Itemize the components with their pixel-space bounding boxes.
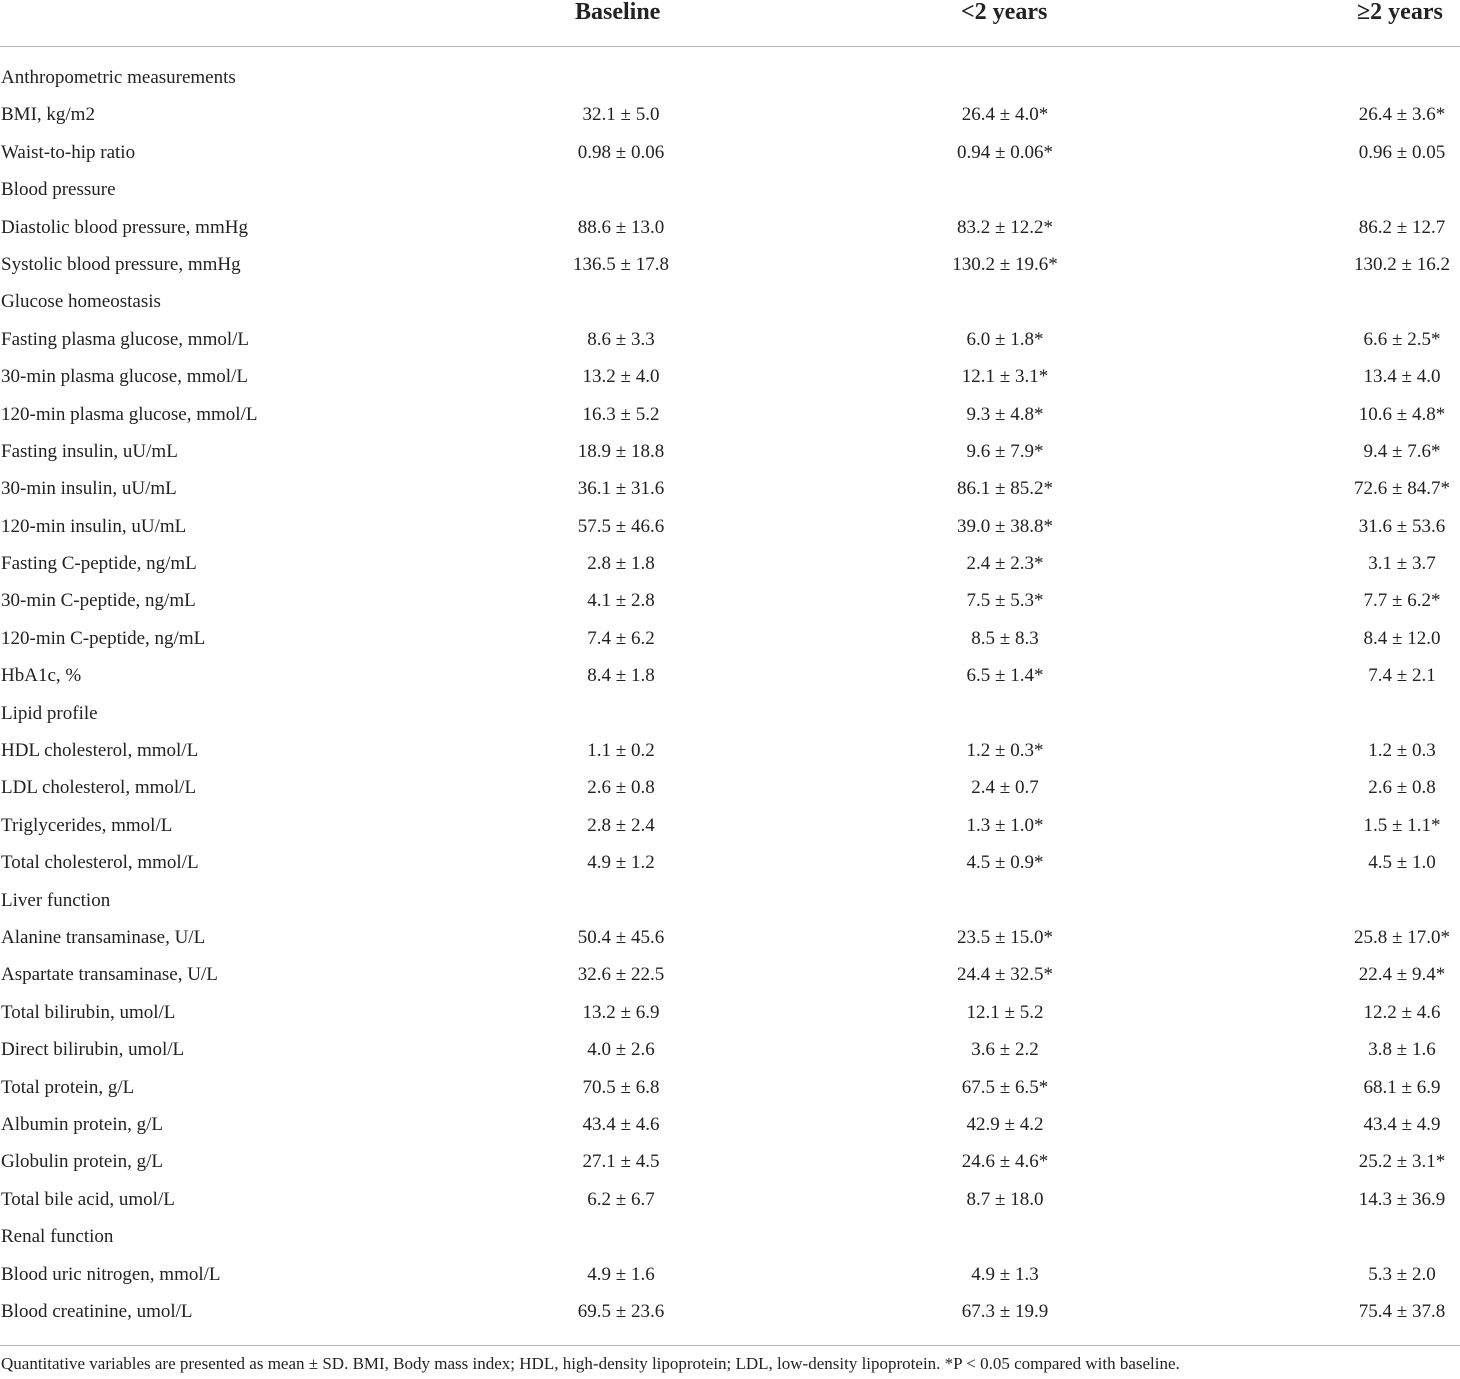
table-row — [0, 956, 1460, 993]
table-row — [0, 1069, 1460, 1106]
baseline-value: 8.4 ± 1.8 — [587, 665, 655, 687]
baseline-value: 2.8 ± 2.4 — [587, 814, 655, 836]
section-label: Renal function — [1, 1226, 114, 1248]
row-label: Alanine transaminase, U/L — [1, 926, 206, 948]
less-than-2-years-value: 1.3 ± 1.0* — [966, 814, 1044, 836]
2-years-or-more-value: 68.1 ± 6.9 — [1363, 1076, 1441, 1098]
2-years-or-more-value: 4.5 ± 1.0 — [1368, 852, 1436, 874]
row-label: Blood uric nitrogen, mmol/L — [1, 1263, 221, 1285]
2-years-or-more-value: 72.6 ± 84.7* — [1354, 478, 1450, 500]
row-label: LDL cholesterol, mmol/L — [1, 777, 197, 799]
table-row — [0, 732, 1460, 769]
row-label: HDL cholesterol, mmol/L — [1, 740, 199, 762]
2-years-or-more-value: 14.3 ± 36.9 — [1358, 1188, 1446, 1210]
less-than-2-years-value: 26.4 ± 4.0* — [961, 104, 1049, 126]
2-years-or-more-value: 1.2 ± 0.3 — [1368, 740, 1436, 762]
table-row — [0, 134, 1460, 171]
less-than-2-years-value: 8.7 ± 18.0 — [966, 1188, 1044, 1210]
2-years-or-more-value: 3.8 ± 1.6 — [1368, 1039, 1436, 1061]
less-than-2-years-value: 67.3 ± 19.9 — [961, 1300, 1049, 1322]
row-label: 120-min plasma glucose, mmol/L — [1, 403, 258, 425]
less-than-2-years-value: 86.1 ± 85.2* — [957, 478, 1053, 500]
less-than-2-years-value: 130.2 ± 19.6* — [952, 253, 1058, 275]
row-label: Total cholesterol, mmol/L — [1, 852, 199, 874]
header-divider — [0, 46, 1460, 47]
row-label: Diastolic blood pressure, mmHg — [1, 216, 248, 238]
column-header-2-years-or-more: ≥2 years — [1357, 0, 1443, 25]
baseline-value: 36.1 ± 31.6 — [577, 478, 665, 500]
2-years-or-more-value: 2.6 ± 0.8 — [1368, 777, 1436, 799]
section-row — [0, 882, 1460, 919]
table-row — [0, 545, 1460, 582]
baseline-value: 4.9 ± 1.2 — [587, 852, 655, 874]
baseline-value: 57.5 ± 46.6 — [577, 515, 665, 537]
baseline-value: 32.1 ± 5.0 — [582, 104, 660, 126]
2-years-or-more-value: 25.8 ± 17.0* — [1354, 926, 1450, 948]
section-row — [0, 1218, 1460, 1255]
footer-divider — [0, 1345, 1460, 1346]
baseline-value: 70.5 ± 6.8 — [582, 1076, 660, 1098]
table-row — [0, 919, 1460, 956]
section-label: Liver function — [1, 889, 111, 911]
baseline-value: 2.6 ± 0.8 — [587, 777, 655, 799]
section-row — [0, 695, 1460, 732]
2-years-or-more-value: 6.6 ± 2.5* — [1363, 328, 1441, 350]
table-row — [0, 321, 1460, 358]
2-years-or-more-value: 10.6 ± 4.8* — [1358, 403, 1446, 425]
less-than-2-years-value: 67.5 ± 6.5* — [961, 1076, 1049, 1098]
2-years-or-more-value: 75.4 ± 37.8 — [1358, 1300, 1446, 1322]
less-than-2-years-value: 9.3 ± 4.8* — [966, 403, 1044, 425]
less-than-2-years-value: 12.1 ± 3.1* — [961, 366, 1049, 388]
row-label: Triglycerides, mmol/L — [1, 814, 173, 836]
baseline-value: 88.6 ± 13.0 — [577, 216, 665, 238]
table-row — [0, 1293, 1460, 1330]
less-than-2-years-value: 42.9 ± 4.2 — [966, 1113, 1044, 1135]
baseline-value: 4.9 ± 1.6 — [587, 1263, 655, 1285]
table-row — [0, 994, 1460, 1031]
table-row — [0, 844, 1460, 881]
baseline-value: 136.5 ± 17.8 — [573, 253, 669, 275]
less-than-2-years-value: 23.5 ± 15.0* — [957, 926, 1053, 948]
table-row — [0, 1031, 1460, 1068]
less-than-2-years-value: 7.5 ± 5.3* — [966, 590, 1044, 612]
table-row — [0, 620, 1460, 657]
baseline-value: 13.2 ± 4.0 — [582, 366, 660, 388]
row-label: Total bilirubin, umol/L — [1, 1001, 176, 1023]
table-row — [0, 1256, 1460, 1293]
table-row — [0, 396, 1460, 433]
table-row — [0, 246, 1460, 283]
less-than-2-years-value: 39.0 ± 38.8* — [957, 515, 1053, 537]
less-than-2-years-value: 83.2 ± 12.2* — [957, 216, 1053, 238]
table-row — [0, 96, 1460, 133]
baseline-value: 32.6 ± 22.5 — [577, 964, 665, 986]
column-header-baseline: Baseline — [575, 0, 661, 25]
less-than-2-years-value: 6.0 ± 1.8* — [966, 328, 1044, 350]
section-label: Anthropometric measurements — [1, 67, 236, 88]
table-row — [0, 209, 1460, 246]
section-label: Lipid profile — [1, 702, 98, 724]
less-than-2-years-value: 8.5 ± 8.3 — [971, 627, 1039, 649]
baseline-value: 27.1 ± 4.5 — [582, 1151, 660, 1173]
section-label: Glucose homeostasis — [1, 291, 161, 313]
2-years-or-more-value: 26.4 ± 3.6* — [1358, 104, 1446, 126]
less-than-2-years-value: 2.4 ± 2.3* — [966, 553, 1044, 575]
2-years-or-more-value: 31.6 ± 53.6 — [1358, 515, 1446, 537]
baseline-value: 4.0 ± 2.6 — [587, 1039, 655, 1061]
table-row — [0, 508, 1460, 545]
2-years-or-more-value: 13.4 ± 4.0 — [1363, 366, 1441, 388]
section-label: Blood pressure — [1, 179, 116, 201]
less-than-2-years-value: 24.4 ± 32.5* — [957, 964, 1053, 986]
row-label: 30-min plasma glucose, mmol/L — [1, 366, 248, 388]
2-years-or-more-value: 7.7 ± 6.2* — [1363, 590, 1441, 612]
2-years-or-more-value: 86.2 ± 12.7 — [1358, 216, 1446, 238]
row-label: 30-min insulin, uU/mL — [1, 478, 177, 500]
row-label: Aspartate transaminase, U/L — [1, 964, 218, 986]
row-label: 120-min insulin, uU/mL — [1, 515, 187, 537]
2-years-or-more-value: 5.3 ± 2.0 — [1368, 1263, 1436, 1285]
section-row — [0, 171, 1460, 208]
row-label: Total bile acid, umol/L — [1, 1188, 175, 1210]
row-label: BMI, kg/m2 — [1, 104, 95, 126]
table-row — [0, 1106, 1460, 1143]
row-label: Globulin protein, g/L — [1, 1151, 164, 1173]
table-row — [0, 470, 1460, 507]
table-row — [0, 1143, 1460, 1180]
row-label: 120-min C-peptide, ng/mL — [1, 627, 206, 649]
section-row — [0, 59, 1460, 96]
baseline-value: 43.4 ± 4.6 — [582, 1113, 660, 1135]
less-than-2-years-value: 0.94 ± 0.06* — [957, 141, 1053, 163]
row-label: HbA1c, % — [1, 665, 82, 687]
row-label: Fasting plasma glucose, mmol/L — [1, 328, 250, 350]
baseline-value: 1.1 ± 0.2 — [587, 740, 655, 762]
row-label: Direct bilirubin, umol/L — [1, 1039, 185, 1061]
table-row — [0, 1181, 1460, 1218]
2-years-or-more-value: 9.4 ± 7.6* — [1363, 440, 1441, 462]
baseline-value: 18.9 ± 18.8 — [577, 440, 665, 462]
2-years-or-more-value: 25.2 ± 3.1* — [1358, 1151, 1446, 1173]
baseline-value: 7.4 ± 6.2 — [587, 627, 655, 649]
baseline-value: 16.3 ± 5.2 — [582, 403, 660, 425]
less-than-2-years-value: 24.6 ± 4.6* — [961, 1151, 1049, 1173]
row-label: Total protein, g/L — [1, 1076, 135, 1098]
less-than-2-years-value: 4.9 ± 1.3 — [971, 1263, 1039, 1285]
2-years-or-more-value: 22.4 ± 9.4* — [1358, 964, 1446, 986]
less-than-2-years-value: 4.5 ± 0.9* — [966, 852, 1044, 874]
2-years-or-more-value: 1.5 ± 1.1* — [1363, 814, 1441, 836]
baseline-value: 8.6 ± 3.3 — [587, 328, 655, 350]
table-row — [0, 769, 1460, 806]
baseline-value: 2.8 ± 1.8 — [587, 553, 655, 575]
row-label: Systolic blood pressure, mmHg — [1, 253, 241, 275]
row-label: Waist-to-hip ratio — [1, 141, 136, 163]
table-body — [0, 59, 1460, 1330]
row-label: 30-min C-peptide, ng/mL — [1, 590, 196, 612]
baseline-value: 4.1 ± 2.8 — [587, 590, 655, 612]
baseline-value: 0.98 ± 0.06 — [577, 141, 665, 163]
2-years-or-more-value: 43.4 ± 4.9 — [1363, 1113, 1441, 1135]
table-row — [0, 582, 1460, 619]
table-row — [0, 433, 1460, 470]
less-than-2-years-value: 12.1 ± 5.2 — [966, 1001, 1044, 1023]
row-label: Blood creatinine, umol/L — [1, 1300, 193, 1322]
less-than-2-years-value: 3.6 ± 2.2 — [971, 1039, 1039, 1061]
table-row — [0, 807, 1460, 844]
2-years-or-more-value: 7.4 ± 2.1 — [1368, 665, 1436, 687]
2-years-or-more-value: 130.2 ± 16.2 — [1354, 253, 1450, 275]
2-years-or-more-value: 12.2 ± 4.6 — [1363, 1001, 1441, 1023]
row-label: Fasting insulin, uU/mL — [1, 440, 178, 462]
2-years-or-more-value: 3.1 ± 3.7 — [1368, 553, 1436, 575]
baseline-value: 6.2 ± 6.7 — [587, 1188, 655, 1210]
table-header — [0, 0, 1460, 28]
table-row — [0, 358, 1460, 395]
2-years-or-more-value: 8.4 ± 12.0 — [1363, 627, 1441, 649]
less-than-2-years-value: 1.2 ± 0.3* — [966, 740, 1044, 762]
less-than-2-years-value: 6.5 ± 1.4* — [966, 665, 1044, 687]
row-label: Albumin protein, g/L — [1, 1113, 164, 1135]
table-row — [0, 657, 1460, 694]
table-footnote: Quantitative variables are presented as mean ± SD. BMI, Body mass index; HDL, high-density lipoprotein; LDL, low-density lipoprotein. *P < 0.05 compared with baseline. — [1, 1354, 1180, 1373]
less-than-2-years-value: 2.4 ± 0.7 — [971, 777, 1039, 799]
section-row — [0, 283, 1460, 320]
column-header-less-than-2-years: <2 years — [961, 0, 1048, 25]
2-years-or-more-value: 0.96 ± 0.05 — [1358, 141, 1446, 163]
less-than-2-years-value: 9.6 ± 7.9* — [966, 440, 1044, 462]
baseline-value: 50.4 ± 45.6 — [577, 926, 665, 948]
row-label: Fasting C-peptide, ng/mL — [1, 553, 197, 575]
baseline-value: 69.5 ± 23.6 — [577, 1300, 665, 1322]
baseline-value: 13.2 ± 6.9 — [582, 1001, 660, 1023]
